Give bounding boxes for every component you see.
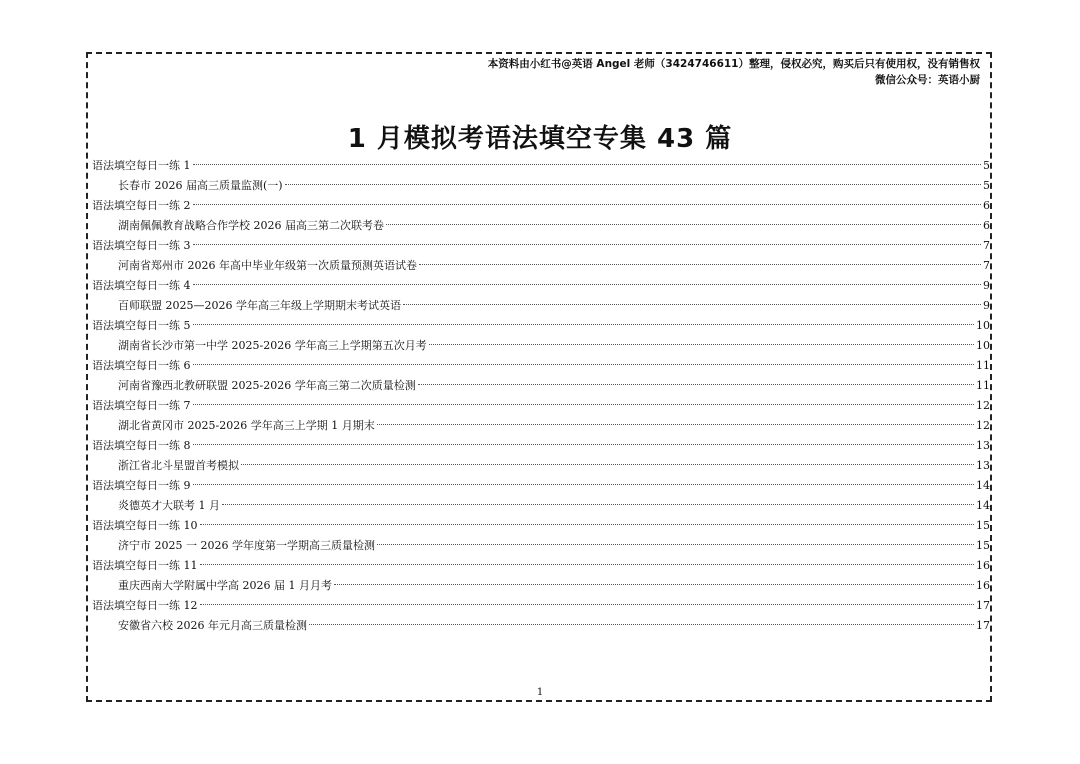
toc-entry-title: 语法填空每日一练 10 (92, 519, 198, 532)
dot-leader (241, 464, 974, 465)
dot-leader (429, 344, 974, 345)
wechat-account: 微信公众号：英语小厨 (875, 74, 980, 86)
toc-entry-page: 14 (976, 479, 990, 492)
toc-entry[interactable] (92, 436, 990, 456)
toc-entry[interactable] (92, 556, 990, 576)
toc-entry[interactable] (92, 216, 990, 236)
dot-leader (200, 604, 975, 605)
toc-entry-page: 10 (976, 319, 990, 332)
toc-entry-title: 语法填空每日一练 1 (92, 159, 191, 172)
toc-entry-title: 语法填空每日一练 5 (92, 319, 191, 332)
toc-entry-page: 6 (983, 199, 990, 212)
toc-entry-title: 济宁市 2025 一 2026 学年度第一学期高三质量检测 (118, 539, 375, 552)
toc-entry-title: 语法填空每日一练 2 (92, 199, 191, 212)
toc-entry-title: 湖北省黄冈市 2025-2026 学年高三上学期 1 月期末 (118, 419, 375, 432)
toc-entry[interactable] (92, 596, 990, 616)
toc-entry-title: 语法填空每日一练 6 (92, 359, 191, 372)
toc-entry[interactable] (92, 276, 990, 296)
toc-entry[interactable] (92, 176, 990, 196)
toc-entry-page: 9 (983, 279, 990, 292)
toc-entry-title: 湖南省长沙市第一中学 2025-2026 学年高三上学期第五次月考 (118, 339, 427, 352)
toc-entry[interactable] (92, 536, 990, 556)
toc-entry-title: 语法填空每日一练 12 (92, 599, 198, 612)
toc-entry[interactable] (92, 376, 990, 396)
toc-entry-page: 11 (976, 359, 990, 372)
toc-entry-page: 5 (983, 179, 990, 192)
toc-entry-page: 17 (976, 599, 990, 612)
dot-leader (193, 204, 982, 205)
dot-leader (193, 364, 975, 365)
dot-leader (193, 444, 975, 445)
toc-entry-page: 9 (983, 299, 990, 312)
toc-entry[interactable] (92, 196, 990, 216)
page-number: 1 (536, 687, 544, 698)
copyright-header (488, 56, 980, 88)
dot-leader (193, 244, 982, 245)
toc-entry[interactable] (92, 576, 990, 596)
dot-leader (419, 264, 981, 265)
toc-entry-title: 语法填空每日一练 4 (92, 279, 191, 292)
toc-entry-page: 15 (976, 539, 990, 552)
dot-leader (285, 184, 981, 185)
toc-entry-page: 5 (983, 159, 990, 172)
toc-entry[interactable] (92, 476, 990, 496)
toc-entry-title: 语法填空每日一练 7 (92, 399, 191, 412)
dot-leader (222, 504, 974, 505)
toc-entry-page: 10 (976, 339, 990, 352)
toc-entry-title: 河南省豫西北教研联盟 2025-2026 学年高三第二次质量检测 (118, 379, 416, 392)
toc-entry-title: 语法填空每日一练 11 (92, 559, 198, 572)
toc-entry-page: 13 (976, 459, 990, 472)
toc-entry[interactable] (92, 616, 990, 636)
toc-entry-title: 长春市 2026 届高三质量监测(一) (118, 179, 283, 192)
toc-entry-title: 河南省郑州市 2026 年高中毕业年级第一次质量预测英语试卷 (118, 259, 417, 272)
toc-entry-title: 百师联盟 2025—2026 学年高三年级上学期期末考试英语 (118, 299, 401, 312)
toc-entry[interactable] (92, 456, 990, 476)
dot-leader (200, 564, 975, 565)
toc-entry[interactable] (92, 296, 990, 316)
toc-entry-title: 炎德英才大联考 1 月 (118, 499, 220, 512)
toc-entry[interactable] (92, 236, 990, 256)
toc-entry-page: 13 (976, 439, 990, 452)
toc-entry-page: 16 (976, 559, 990, 572)
document-title: 1 月模拟考语法填空专集 43 篇 (347, 124, 733, 154)
toc-entry-page: 7 (983, 239, 990, 252)
dot-leader (377, 424, 974, 425)
toc-entry-page: 12 (976, 399, 990, 412)
toc-entry-title: 语法填空每日一练 8 (92, 439, 191, 452)
toc-entry[interactable] (92, 156, 990, 176)
toc-entry-page: 11 (976, 379, 990, 392)
toc-entry[interactable] (92, 396, 990, 416)
toc-entry[interactable] (92, 256, 990, 276)
toc-entry-title: 语法填空每日一练 9 (92, 479, 191, 492)
dot-leader (193, 484, 975, 485)
toc-entry-title: 语法填空每日一练 3 (92, 239, 191, 252)
toc-entry-page: 14 (976, 499, 990, 512)
dot-leader (200, 524, 975, 525)
dot-leader (377, 544, 974, 545)
copyright-notice: 本资料由小红书@英语 Angel 老师（3424746611）整理，侵权必究，购买后只有使用权，没有销售权 (487, 58, 980, 70)
dot-leader (418, 384, 974, 385)
dot-leader (403, 304, 981, 305)
toc-entry-page: 12 (976, 419, 990, 432)
dot-leader (193, 284, 982, 285)
toc-entry-page: 17 (976, 619, 990, 632)
toc-entry-page: 15 (976, 519, 990, 532)
toc-entry-title: 安徽省六校 2026 年元月高三质量检测 (118, 619, 307, 632)
dot-leader (193, 404, 975, 405)
toc-entry[interactable] (92, 336, 990, 356)
toc-entry-title: 湖南佩佩教育战略合作学校 2026 届高三第二次联考卷 (118, 219, 384, 232)
toc-entry[interactable] (92, 416, 990, 436)
dot-leader (193, 164, 982, 165)
toc-entry-title: 浙江省北斗星盟首考模拟 (118, 459, 239, 472)
toc-entry[interactable] (92, 496, 990, 516)
dot-leader (309, 624, 974, 625)
dot-leader (386, 224, 981, 225)
toc-entry-page: 16 (976, 579, 990, 592)
dot-leader (193, 324, 975, 325)
toc-entry[interactable] (92, 356, 990, 376)
table-of-contents (92, 156, 990, 636)
toc-entry[interactable] (92, 516, 990, 536)
toc-entry-title: 重庆西南大学附属中学高 2026 届 1 月月考 (118, 579, 332, 592)
toc-entry-page: 7 (983, 259, 990, 272)
toc-entry[interactable] (92, 316, 990, 336)
dot-leader (334, 584, 974, 585)
toc-entry-page: 6 (983, 219, 990, 232)
